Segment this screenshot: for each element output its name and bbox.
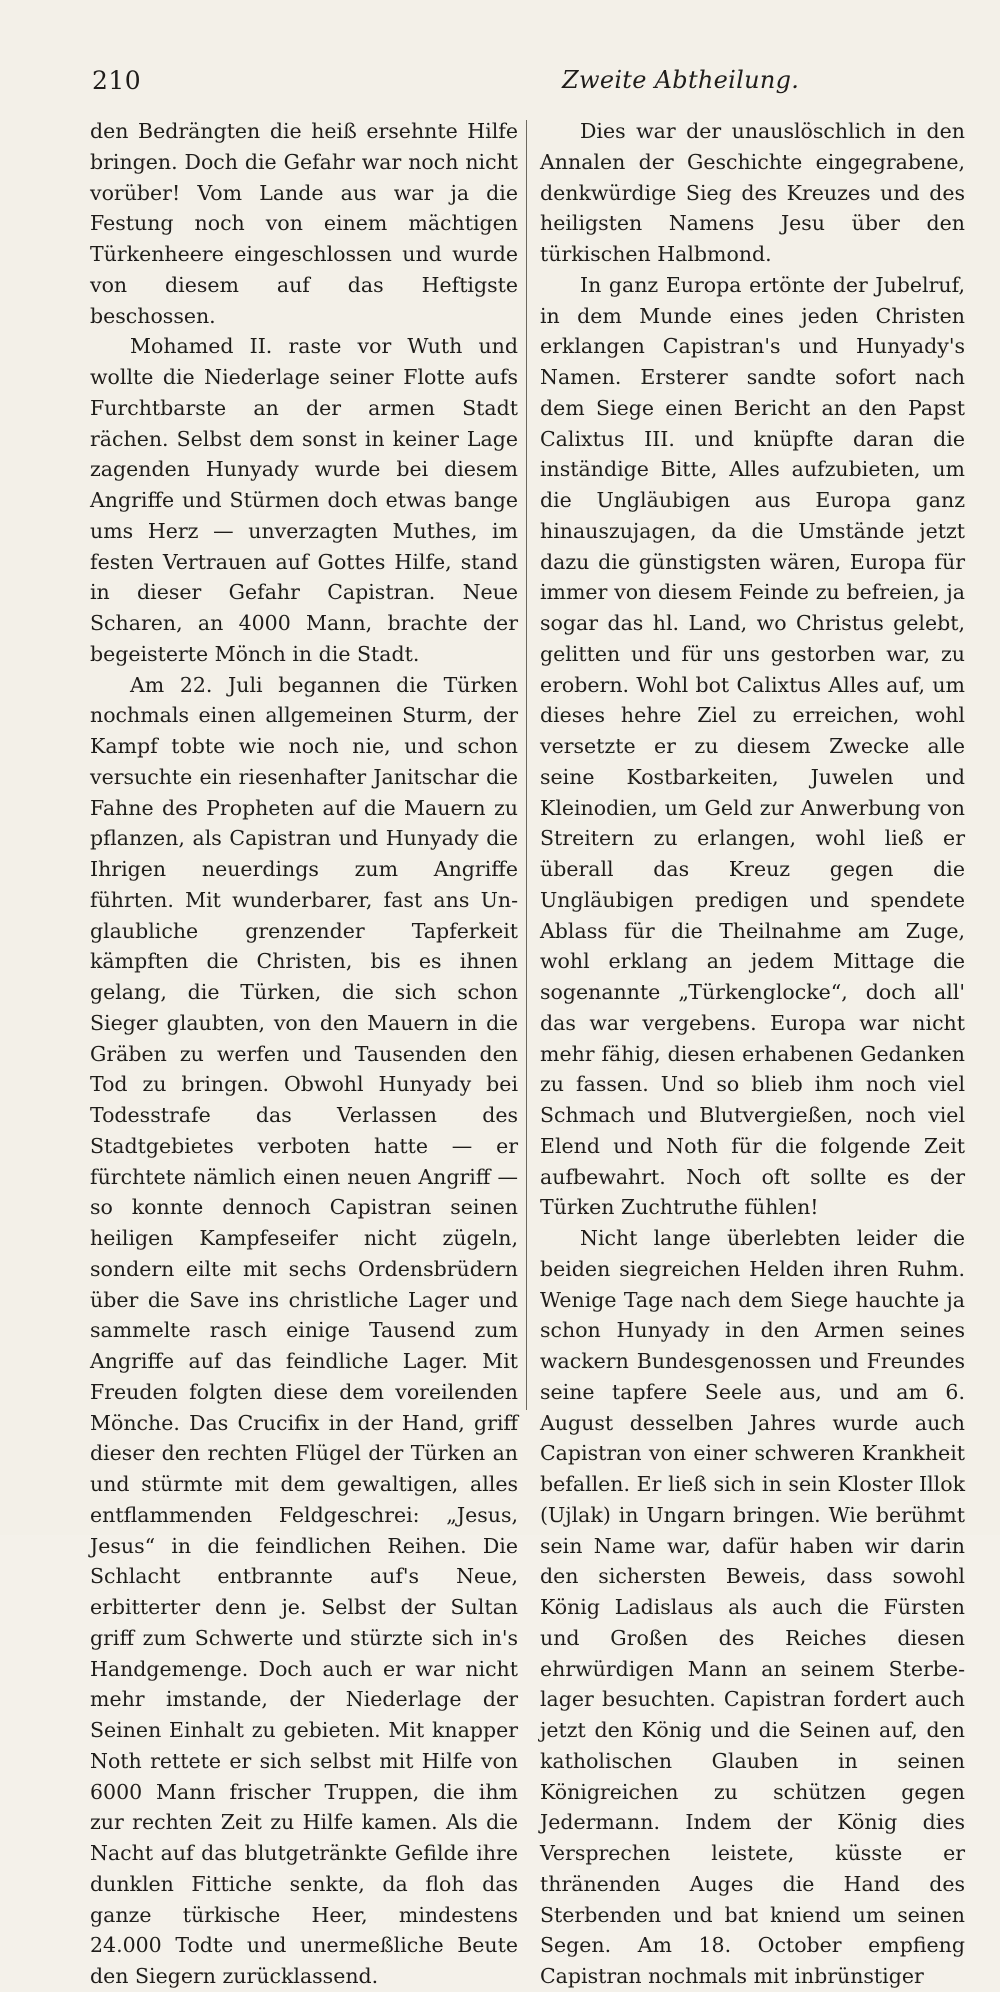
left-column (90, 116, 518, 1992)
right-paragraph-1: Dies war der unauslöschlich in den Annalen der Geschichte eingegrabene, denkwürdige Sieg des Kreuzes und des heiligsten Namens Jesu über den türkischen Halbmond. (540, 119, 965, 266)
right-column (540, 116, 965, 1992)
running-head: Zweite Abtheilung. (562, 66, 800, 94)
page-number: 210 (92, 66, 142, 95)
page-header (92, 66, 972, 102)
left-paragraph-1: den Bedrängten die heiß ersehnte Hilfe bringen. Doch die Gefahr war noch nicht vorüber! Vom Lande aus war ja die Festung noch von einem mächtigen Türkenheere eingeschlossen und wurde von diesem auf das Heftigste beschossen. (90, 119, 518, 328)
left-paragraph-3: Am 22. Juli begannen die Türken nochmals einen allgemeinen Sturm, der Kampf tobte wie noch nie, und schon versuchte ein riesenhafter Janitschar die Fahne des Propheten auf die Mauern zu pflanzen, als Capistran und Hunyady die Ihrigen neuerdings zum Angriffe führten. Mit wunderbarer, fast ans Unglaubliche grenzender Tapferkeit kämpften die Christen, bis es ihnen gelang, die Türken, die sich schon Sieger glaubten, von den Mauern in die Gräben zu werfen und Tausenden den Tod zu bringen. Obwohl Hunyady bei Todesstrafe das Verlassen des Stadtgebietes verboten hatte — er fürchtete nämlich einen neuen Angriff — so konnte dennoch Capistran seinen heiligen Kampfeseifer nicht zügeln, sondern eilte mit sechs Ordensbrüdern über die Save ins christliche Lager und sammelte rasch einige Tausend zum Angriffe auf das feindliche Lager. Mit Freuden folgten diese dem voreilenden Mönche. Das Crucifix in der Hand, griff dieser den rechten Flügel der Türken an und stürmte mit dem gewaltigen, alles entflammenden Feldgeschrei: „Jesus, Jesus“ in die feindlichen Reihen. Die Schlacht entbrannte auf's Neue, erbitterter denn je. Selbst der Sultan griff zum Schwerte und stürzte sich in's Handgemenge. Doch auch er war nicht mehr imstande, der Niederlage der Seinen Einhalt zu gebieten. Mit knapper Noth rettete er sich selbst mit Hilfe von 6000 Mann frischer Truppen, die ihm zur rechten Zeit zu Hilfe kamen. Als die Nacht auf das blutgetränkte Gefilde ihre dunklen Fittiche senkte, da floh das ganze türkische Heer, mindestens 24.000 Todte und unermeßliche Beute den Siegern zurücklassend. (90, 672, 518, 1988)
right-paragraph-2: In ganz Europa ertönte der Jubelruf, in dem Munde eines jeden Christen erklangen Capistran's und Hunyady's Namen. Ersterer sandte sofort nach dem Siege einen Bericht an den Papst Calixtus III. und knüpfte daran die inständige Bitte, Alles aufzubieten, um die Ungläubigen aus Europa ganz hinauszujagen, da die Umstände jetzt dazu die günstigsten wären, Europa für immer von diesem Feinde zu befreien, ja sogar das hl. Land, wo Christus gelebt, gelitten und für uns gestorben war, zu erobern. Wohl bot Calixtus Alles auf, um dieses hehre Ziel zu erreichen, wohl versetzte er zu diesem Zwecke alle seine Kostbarkeiten, Juwelen und Kleinodien, um Geld zur Anwerbung von Streitern zu erlangen, wohl ließ er überall das Kreuz gegen die Ungläubigen predigen und spendete Ablass für die Theilnahme am Zuge, wohl erklang an jedem Mittage die sogenannte „Türkenglocke“, doch all' das war vergebens. Europa war nicht mehr fähig, diesen erhabenen Gedanken zu fassen. Und so blieb ihm noch viel Schmach und Blutvergießen, noch viel Elend und Noth für die folgende Zeit aufbewahrt. Noch oft sollte es der Türken Zuchtruthe fühlen! (540, 272, 965, 1220)
column-divider (526, 120, 527, 1410)
left-paragraph-2: Mohamed II. raste vor Wuth und wollte die Niederlage seiner Flotte aufs Furchtbarste an der armen Stadt rächen. Selbst dem sonst in keiner Lage zagenden Hunyady wurde bei diesem Angriffe und Stürmen doch etwas bange ums Herz — unverzagten Muthes, im festen Vertrauen auf Gottes Hilfe, stand in dieser Gefahr Capistran. Neue Scharen, an 4000 Mann, brachte der begeisterte Mönch in die Stadt. (90, 334, 518, 666)
right-paragraph-3: Nicht lange überlebten leider die beiden siegreichen Helden ihren Ruhm. Wenige Tage nach dem Siege hauchte ja schon Hunyady in den Armen seines wackern Bundesgenossen und Freundes seine tapfere Seele aus, und am 6. August desselben Jahres wurde auch Capistran von einer schweren Krankheit befallen. Er ließ sich in sein Kloster Illok (Ujlak) in Ungarn bringen. Wie berühmt sein Name war, dafür haben wir darin den sichersten Beweis, dass sowohl König Ladislaus als auch die Fürsten und Großen des Reiches diesen ehrwürdigen Mann an seinem Sterbelager besuchten. Capistran fordert auch jetzt den König und die Seinen auf, den katholischen Glauben in seinen Königreichen zu schützen gegen Jedermann. Indem der König dies Versprechen leistete, küsste er thränenden Auges die Hand des Sterbenden und bat kniend um seinen Segen. Am 18. October empfieng Capistran nochmals mit inbrünstiger (540, 1226, 965, 1988)
